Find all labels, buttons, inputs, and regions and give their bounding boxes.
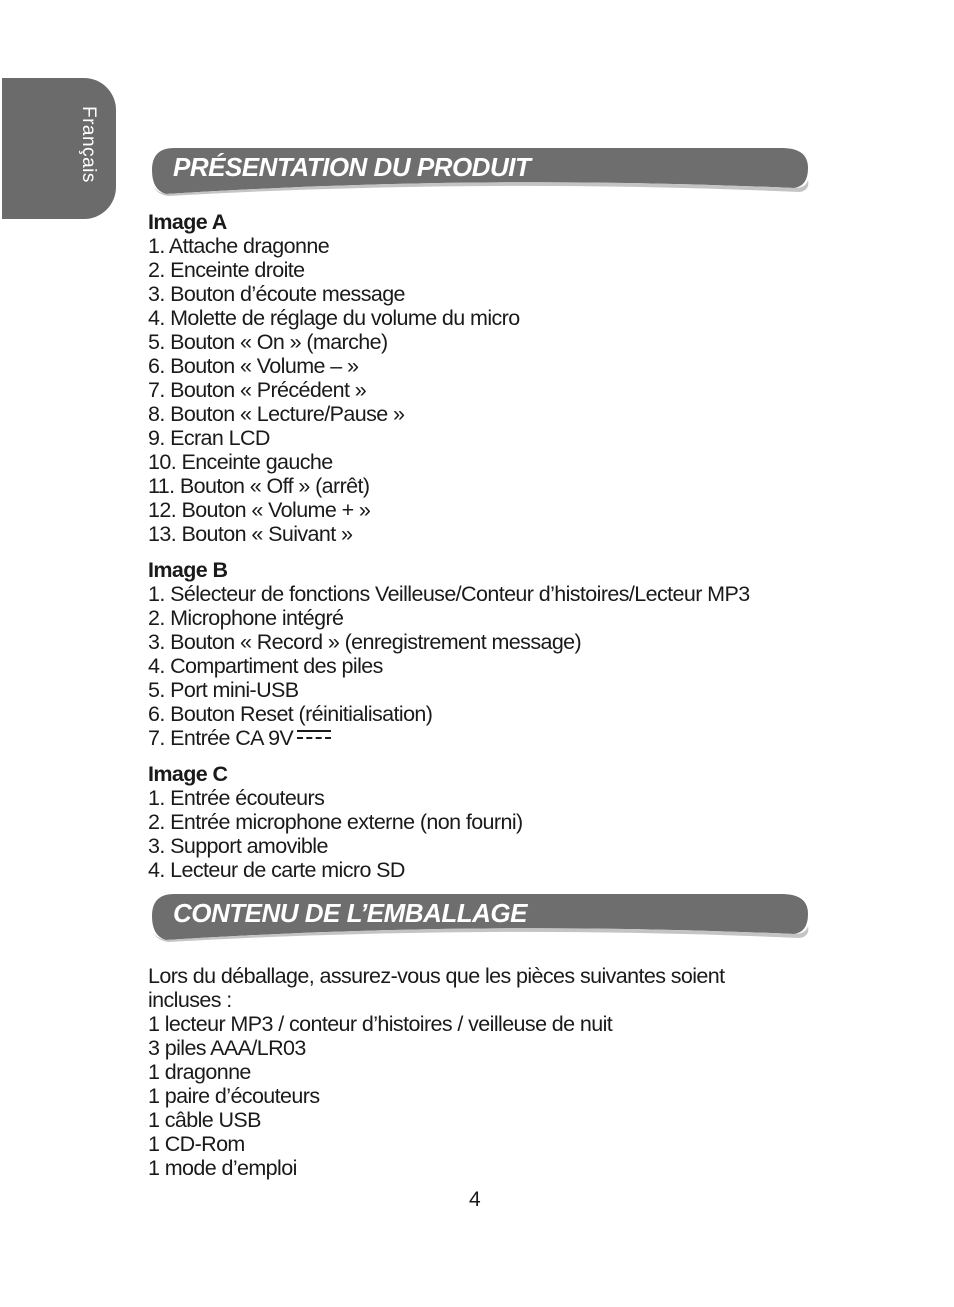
list-item: 9. Ecran LCD <box>148 426 270 450</box>
list-item: 10. Enceinte gauche <box>148 450 333 474</box>
image-a-heading: Image A <box>148 210 227 234</box>
dc-current-icon <box>297 730 331 742</box>
page-number: 4 <box>469 1188 481 1211</box>
list-item: 5. Port mini-USB <box>148 678 299 702</box>
list-item: 1. Entrée écouteurs <box>148 786 325 810</box>
list-item: 1 paire d’écouteurs <box>148 1084 320 1108</box>
list-item: 4. Molette de réglage du volume du micro <box>148 306 520 330</box>
list-item-dc-input <box>148 726 848 750</box>
section-title: CONTENU DE L’EMBALLAGE <box>173 898 527 928</box>
intro-text: incluses : <box>148 988 232 1012</box>
list-item: 1 câble USB <box>148 1108 261 1132</box>
list-item: 4. Lecteur de carte micro SD <box>148 858 405 882</box>
list-item: 1 mode d’emploi <box>148 1156 297 1180</box>
image-c-block <box>148 762 848 882</box>
list-item: 5. Bouton « On » (marche) <box>148 330 388 354</box>
list-item: 12. Bouton « Volume + » <box>148 498 371 522</box>
list-item: 11. Bouton « Off » (arrêt) <box>148 474 370 498</box>
image-a-block <box>148 210 848 546</box>
list-item: 1 dragonne <box>148 1060 251 1084</box>
list-item: 6. Bouton Reset (réinitialisation) <box>148 702 433 726</box>
intro-text: Lors du déballage, assurez-vous que les pièces suivantes soient <box>148 964 725 988</box>
image-b-block <box>148 558 848 750</box>
list-item: 3. Bouton d’écoute message <box>148 282 405 306</box>
list-item: 1 lecteur MP3 / conteur d’histoires / veilleuse de nuit <box>148 1012 613 1036</box>
list-item: 3. Support amovible <box>148 834 328 858</box>
list-item-label: 7. Entrée CA 9V <box>148 726 294 750</box>
section-banner-contents <box>150 892 810 948</box>
list-item: 2. Microphone intégré <box>148 606 344 630</box>
image-b-heading: Image B <box>148 558 228 582</box>
list-item: 13. Bouton « Suivant » <box>148 522 353 546</box>
list-item: 8. Bouton « Lecture/Pause » <box>148 402 405 426</box>
image-c-heading: Image C <box>148 762 228 786</box>
list-item: 2. Enceinte droite <box>148 258 305 282</box>
language-tab <box>2 78 116 219</box>
language-tab-label: Français <box>78 106 99 183</box>
list-item: 3. Bouton « Record » (enregistrement message) <box>148 630 582 654</box>
list-item: 2. Entrée microphone externe (non fourni) <box>148 810 523 834</box>
list-item: 1. Sélecteur de fonctions Veilleuse/Conteur d’histoires/Lecteur MP3 <box>148 582 750 606</box>
list-item: 1 CD-Rom <box>148 1132 245 1156</box>
section-title: PRÉSENTATION DU PRODUIT <box>173 152 531 182</box>
list-item: 7. Bouton « Précédent » <box>148 378 367 402</box>
list-item: 3 piles AAA/LR03 <box>148 1036 306 1060</box>
list-item: 6. Bouton « Volume – » <box>148 354 359 378</box>
section-banner-presentation <box>150 146 810 202</box>
list-item: 4. Compartiment des piles <box>148 654 383 678</box>
list-item: 1. Attache dragonne <box>148 234 330 258</box>
package-contents-block <box>148 964 848 1180</box>
